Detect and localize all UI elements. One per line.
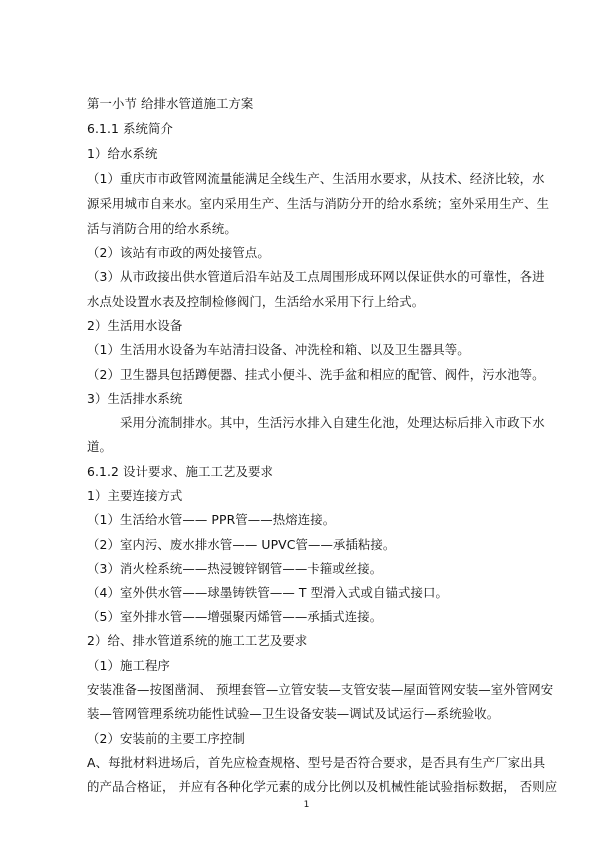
page-number: 1 <box>303 800 310 810</box>
paragraph-line: A、每批材料进场后，首先应检查规格、型号是否符合要求，是否具有生产厂家出具 <box>87 755 546 770</box>
paragraph-line: 活与消防合用的给水系统。 <box>87 221 237 236</box>
paragraph-line: （1）施工程序 <box>87 658 170 673</box>
paragraph-line: （3）从市政接出供水管道后沿车站及工点周围形成环网以保证供水的可靠性，各进 <box>87 269 545 284</box>
paragraph-line: （2）室内污、废水排水管—— UPVC管——承插粘接。 <box>87 537 396 552</box>
list-heading: 2）生活用水设备 <box>87 318 183 333</box>
paragraph-line: 采用分流制排水。其中，生活污水排入自建生化池，处理达标后排入市政下水 <box>120 415 545 430</box>
paragraph-line: （1）重庆市市政管网流量能满足全线生产、生活用水要求，从技术、经济比较，水 <box>87 171 545 186</box>
paragraph-line: （1）生活给水管—— PPR管——热熔连接。 <box>87 512 336 527</box>
subsection-heading: 6.1.2 设计要求、施工工艺及要求 <box>87 464 273 479</box>
paragraph-line: （2）该站有市政的两处接管点。 <box>87 245 270 260</box>
paragraph-line: 装—管网管理系统功能性试验—卫生设备安装—调试及试运行—系统验收。 <box>87 706 500 721</box>
list-heading: 3）生活排水系统 <box>87 391 183 406</box>
subsection-heading: 6.1.1 系统简介 <box>87 121 174 136</box>
list-heading: 1）主要连接方式 <box>87 488 183 503</box>
section-title: 第一小节 给排水管道施工方案 <box>87 96 254 111</box>
list-heading: 1）给水系统 <box>87 146 158 161</box>
list-heading: 2）给、排水管道系统的施工工艺及要求 <box>87 633 308 648</box>
paragraph-line: 源采用城市自来水。室内采用生产、生活与消防分开的给水系统；室外采用生产、生 <box>87 196 550 211</box>
paragraph-line: （2）卫生器具包括蹲便器、挂式小便斗、洗手盆和相应的配管、阀件，污水池等。 <box>87 367 545 382</box>
paragraph-line: 道。 <box>87 439 112 454</box>
paragraph-line: （2）安装前的主要工序控制 <box>87 731 245 746</box>
paragraph-line: （3）消火栓系统——热浸镀锌钢管——卡箍或丝接。 <box>87 561 383 576</box>
paragraph-line: （1）生活用水设备为车站清扫设备、冲洗栓和箱、以及卫生器具等。 <box>87 342 470 357</box>
paragraph-line: 的产品合格证， 并应有各种化学元素的成分比例以及机械性能试验指标数据， 否则应 <box>87 779 558 794</box>
paragraph-line: （4）室外供水管——球墨铸铁管—— T 型滑入式或自锚式接口。 <box>87 585 448 600</box>
paragraph-line: （5）室外排水管——增强聚丙烯管——承插式连接。 <box>87 609 383 624</box>
paragraph-line: 安装准备—按图凿洞、 预埋套管—立管安装—支管安装—屋面管网安装—室外管网安 <box>87 682 554 697</box>
paragraph-line: 水点处设置水表及控制检修阀门，生活给水采用下行上给式。 <box>87 294 425 309</box>
